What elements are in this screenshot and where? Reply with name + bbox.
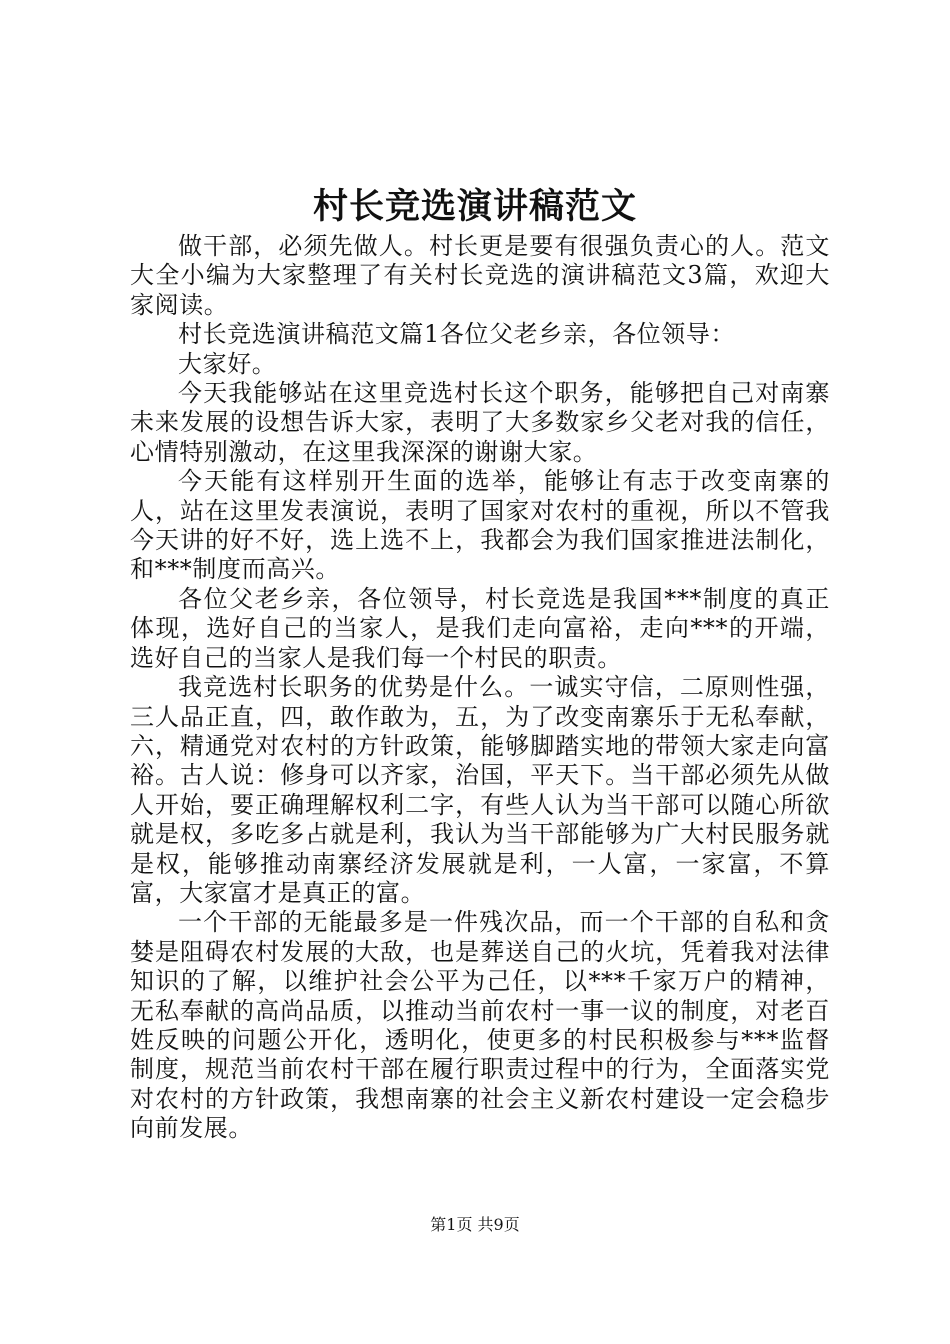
- paragraph-intro: 做干部，必须先做人。村长更是要有很强负责心的人。范文大全小编为大家整理了有关村长竞选的演讲稿范文3篇，欢迎大家阅读。: [130, 232, 830, 319]
- document-title: 村长竞选演讲稿范文: [312, 187, 637, 227]
- paragraph-commitment: 一个干部的无能最多是一件残次品，而一个干部的自私和贪婪是阻碍农村发展的大敌，也是葬送自己的火坑，凭着我对法律知识的了解，以维护社会公平为己任，以***千家万户的精神，无私奉献的高尚品质，以推动当前农村一事一议的制度，对老百姓反映的问题公开化，透明化，使更多的村民积极参与***监督制度，规范当前农村干部在履行职责过程中的行为，全面落实党对农村的方针政策，我想南寨的社会主义新农村建设一定会稳步向前发展。: [130, 908, 830, 1143]
- paragraph-greeting: 大家好。: [178, 349, 277, 378]
- document-body: [130, 232, 830, 1144]
- paragraph-responsibility: 各位父老乡亲，各位领导，村长竞选是我国***制度的真正体现，选好自己的当家人，是我们走向富裕，走向***的开端，选好自己的当家人是我们每一个村民的职责。: [130, 584, 830, 672]
- paragraph-advantages: 我竞选村长职务的优势是什么。一诚实守信，二原则性强，三人品正直，四，敢作敢为，五，为了改变南寨乐于无私奉献，六，精通党对农村的方针政策，能够脚踏实地的带领大家走向富裕。古人说：修身可以齐家，治国，平天下。当干部必须先从做人开始，要正确理解权利二字，有些人认为当干部可以随心所欲就是权，多吃多占就是利，我认为当干部能够为广大村民服务就是权，能够推动南寨经济发展就是利，一人富，一家富，不算富，大家富才是真正的富。: [130, 673, 830, 907]
- paragraph-gratitude: 今天我能够站在这里竞选村长这个职务，能够把自己对南寨未来发展的设想告诉大家，表明了大多数家乡父老对我的信任，心情特别激动，在这里我深深的谢谢大家。: [130, 379, 830, 466]
- page-number-footer: 第1页 共9页: [430, 1215, 520, 1234]
- paragraph-election-significance: 今天能有这样别开生面的选举，能够让有志于改变南寨的人，站在这里发表演说，表明了国家对农村的重视，所以不管我今天讲的好不好，选上选不上，我都会为我们国家推进法制化，和***制度而高兴。: [130, 467, 830, 584]
- paragraph-salutation: 村长竞选演讲稿范文篇1各位父老乡亲，各位领导：: [178, 320, 736, 349]
